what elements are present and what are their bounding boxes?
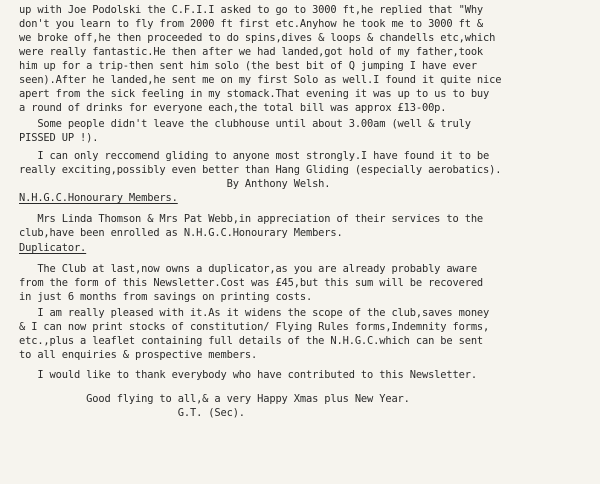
text-line: etc.,plus a leaflet containing full details of the N.H.G.C.which can be sent xyxy=(19,335,484,347)
text-line: from the form of this Newsletter.Cost was £45,but this sum will be recovered xyxy=(19,277,484,289)
secretary-signoff: G.T. (Sec). xyxy=(19,407,245,419)
text-line: I would like to thank everybody who have contributed to this Newsletter. xyxy=(19,369,477,381)
text-line: The Club at last,now owns a duplicator,as you are already probably aware xyxy=(19,263,477,275)
text-line: club,have been enrolled as N.H.G.C.Honourary Members. xyxy=(19,227,343,239)
author-signature: By Anthony Welsh. xyxy=(19,178,331,190)
heading-duplicator: Duplicator. xyxy=(19,242,87,254)
text-line: I am really pleased with it.As it widens the scope of the club,saves money xyxy=(19,307,490,319)
text-line: Some people didn't leave the clubhouse until about 3.00am (well & truly xyxy=(19,118,471,130)
closing-greeting: Good flying to all,& a very Happy Xmas plus New Year. xyxy=(19,393,410,405)
text-line: in just 6 months from savings on printing costs. xyxy=(19,291,313,303)
text-line: to all enquiries & prospective members. xyxy=(19,349,258,361)
text-line: really exciting,possibly even better than Hang Gliding (especially aerobatics). xyxy=(19,164,502,176)
text-line: him up for a trip-then sent him solo (the best bit of Q jumping I have ever xyxy=(19,60,477,72)
text-line: I can only reccomend gliding to anyone most strongly.I have found it to be xyxy=(19,150,490,162)
text-line: Mrs Linda Thomson & Mrs Pat Webb,in appreciation of their services to the xyxy=(19,213,484,225)
text-line: & I can now print stocks of constitution/ Flying Rules forms,Indemnity forms, xyxy=(19,321,490,333)
text-line: a round of drinks for everyone each,the total bill was approx £13-00p. xyxy=(19,102,447,114)
heading-honourary-members: N.H.G.C.Honourary Members. xyxy=(19,192,178,204)
text-line: were really fantastic.He then after we had landed,got hold of my father,took xyxy=(19,46,484,58)
text-line: up with Joe Podolski the C.F.I.I asked to go to 3000 ft,he replied that "Why xyxy=(19,4,484,16)
text-line: PISSED UP !). xyxy=(19,132,99,144)
text-line: apert from the sick feeling in my stomack.That evening it was up to us to buy xyxy=(19,88,490,100)
text-line: we broke off,he then proceeded to do spins,dives & loops & chandells etc,which xyxy=(19,32,496,44)
text-line: seen).After he landed,he sent me on my first Solo as well.I found it quite nice xyxy=(19,74,502,86)
text-line: don't you learn to fly from 2000 ft first etc.Anyhow he took me to 3000 ft & xyxy=(19,18,484,30)
